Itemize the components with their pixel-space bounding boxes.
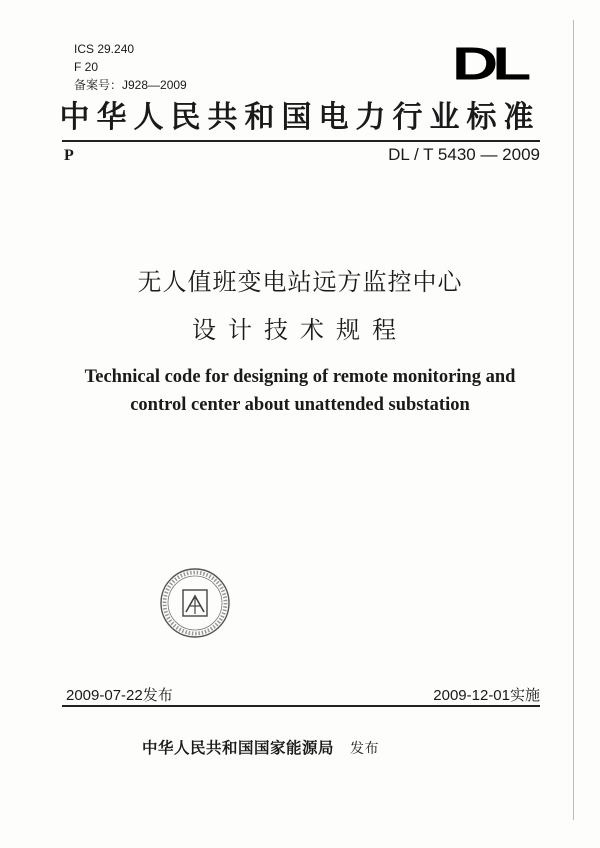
header-divider bbox=[62, 140, 540, 142]
standard-series-title: 中华人民共和国电力行业标准 bbox=[59, 100, 541, 135]
classification-block bbox=[74, 40, 187, 94]
implementation-date: 2009-12-01实施 bbox=[433, 687, 540, 704]
title-en-line1: Technical code for designing of remote monitoring and bbox=[84, 367, 516, 387]
title-en-line2: control center about unattended substation bbox=[130, 395, 470, 415]
record-number: 备案号：J928—2009 bbox=[74, 78, 187, 92]
issuer-name: 中华人民共和国国家能源局 bbox=[142, 739, 335, 757]
category-letter: P bbox=[64, 147, 74, 164]
issue-date: 2009-07-22发布 bbox=[66, 687, 173, 704]
issuer-action: 发布 bbox=[350, 741, 380, 757]
page-edge-line bbox=[573, 20, 574, 820]
issuer-line bbox=[142, 736, 379, 758]
publisher-seal-icon bbox=[158, 566, 232, 640]
ccs-code: F 20 bbox=[74, 60, 99, 74]
title-cn-line1: 无人值班变电站远方监控中心 bbox=[137, 268, 463, 296]
footer-divider bbox=[62, 705, 540, 707]
dl-logo: DL bbox=[452, 37, 526, 90]
title-cn-line2: 设计技术规程 bbox=[192, 316, 408, 344]
ics-code: ICS 29.240 bbox=[74, 42, 135, 56]
standard-number: DL / T 5430 — 2009 bbox=[388, 145, 540, 164]
